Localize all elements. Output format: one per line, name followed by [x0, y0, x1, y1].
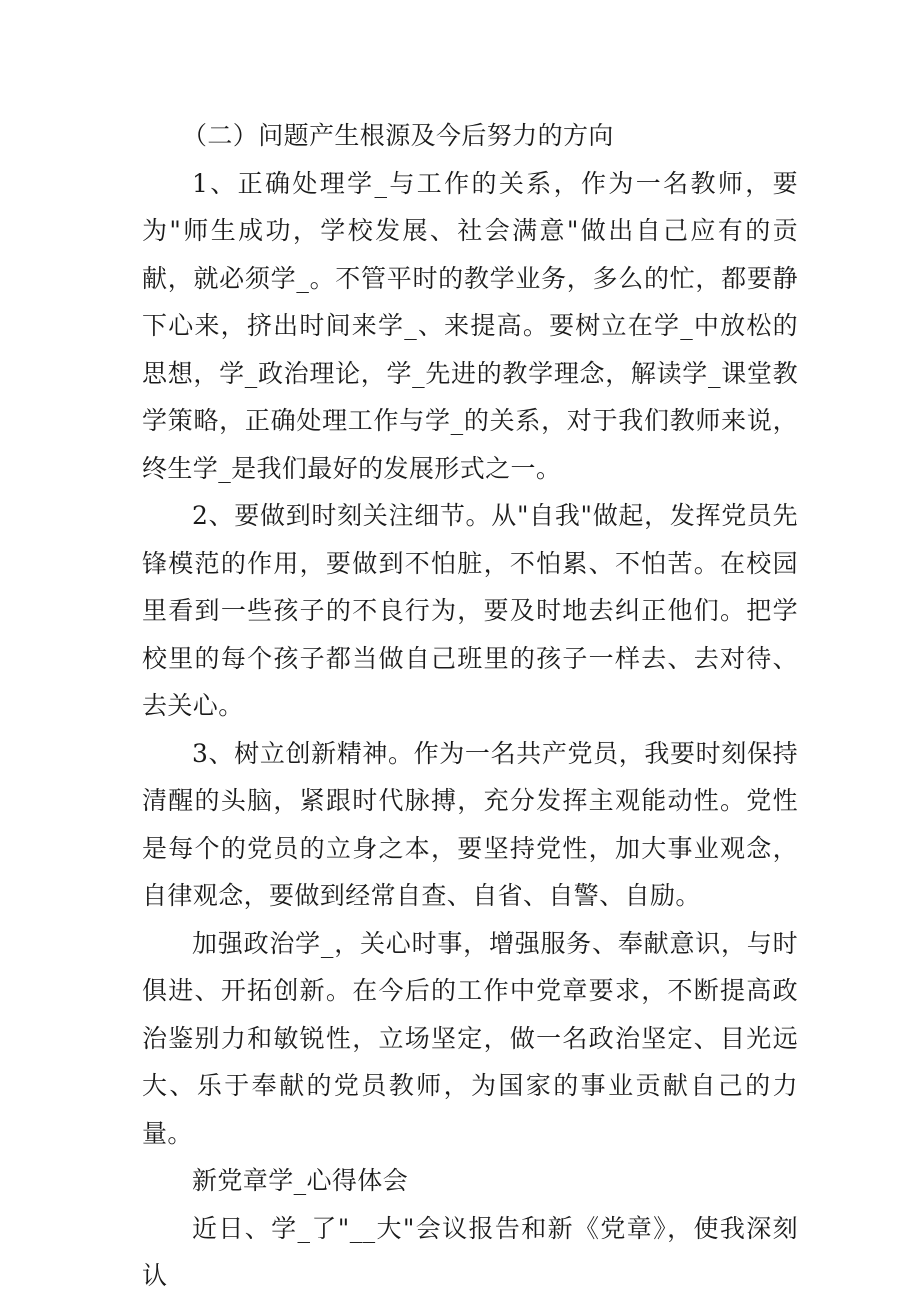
subtitle-paragraph: 新党章学_心得体会 [192, 1166, 409, 1195]
paragraph-2: 2、要做到时刻关注细节。从"自我"做起，发挥党员先锋模范的作用，要做到不怕脏，不怕累、不怕苦。在校园里看到一些孩子的不良行为，要及时地去纠正他们。把学校里的每个孩子都当做自己班里的孩子一样去、去对待、去关心。 [142, 501, 798, 720]
paragraph-1: 1、正确处理学_与工作的关系，作为一名教师，要为"师生成功，学校发展、社会满意"做出自己应有的贡献，就必须学_。不管平时的教学业务，多么的忙，都要静下心来，挤出时间来学_、来提高。要树立在学_中放松的思想，学_政治理论，学_先进的教学理念，解读学_课堂教学策略，正确处理工作与学_的关系，对于我们教师来说，终生学_是我们最好的发展形式之一。 [142, 168, 798, 483]
section-heading: （二）问题产生根源及今后努力的方向 [182, 121, 614, 150]
document-body [142, 112, 798, 1300]
paragraph-3: 3、树立创新精神。作为一名共产党员，我要时刻保持清醒的头脑，紧跟时代脉搏，充分发挥主观能动性。党性是每个的党员的立身之本，要坚持党性，加大事业观念，自律观念，要做到经常自查、自省、自警、自励。 [142, 738, 798, 910]
paragraph-4: 加强政治学_，关心时事，增强服务、奉献意识，与时俱进、开拓创新。在今后的工作中党章要求，不断提高政治鉴别力和敏锐性，立场坚定，做一名政治坚定、目光远大、乐于奉献的党员教师，为国家的事业贡献自己的力量。 [142, 928, 798, 1148]
paragraph-6: 近日、学_了"__大"会议报告和新《党章》，使我深刻认 [142, 1213, 798, 1290]
